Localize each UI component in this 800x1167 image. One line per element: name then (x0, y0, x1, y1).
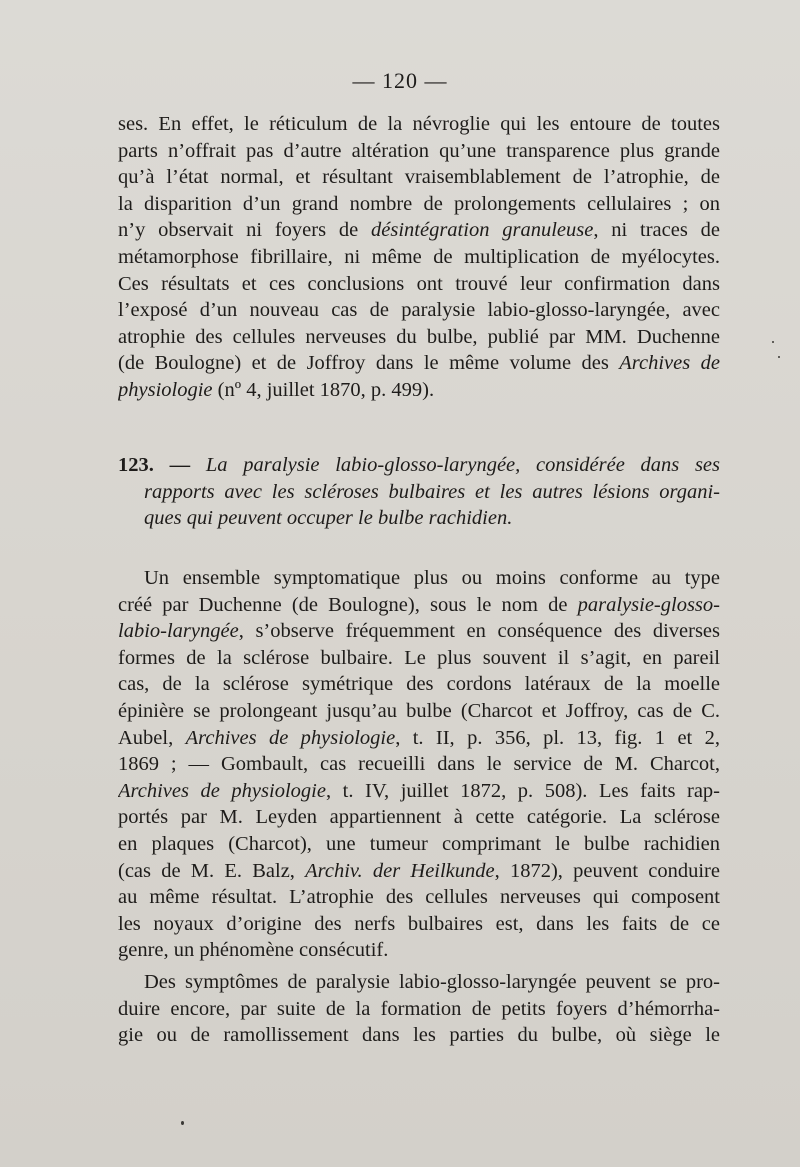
text-segment: , 1872), peuvent conduire (494, 859, 720, 882)
heading-line-1 (118, 452, 720, 479)
text-line: qu’à l’état normal, et résultant vraisemblablement de l’atrophie, de (118, 166, 720, 189)
text-line: Des symptômes de paralysie labio-glosso-laryngée peuvent se pro- (144, 971, 720, 993)
text-segment: , ni traces de (593, 219, 720, 242)
text-line: atrophie des cellules nerveuses du bulbe, publié par MM. Duchenne (118, 325, 720, 348)
page-number: — 120 — (352, 68, 448, 93)
text-line: Un ensemble symptomatique plus ou moins conforme au type (144, 567, 720, 589)
text-segment: créé par Duchenne (de Boulogne), sous le nom de (118, 593, 578, 616)
text-segment: Aubel, (118, 726, 186, 749)
italic-text: paralysie-glosso- (577, 593, 720, 616)
paper-speck (772, 341, 774, 343)
paragraph-3 (118, 969, 720, 1049)
text-line: métamorphose fibrillaire, ni même de multiplication de myélocytes. (118, 245, 720, 268)
paper-speck (778, 356, 780, 358)
text-line: épinière se prolongeant jusqu’au bulbe (Charcot et Joffroy, cas de C. (118, 699, 720, 722)
text-line: Ces résultats et ces conclusions ont trouvé leur confirmation dans (118, 272, 720, 295)
section-number: 123. — (118, 454, 191, 476)
italic-text: Archives de physiologie (118, 779, 326, 802)
text-line (118, 592, 720, 619)
text-line: au même résultat. L’atrophie des cellules nerveuses qui composent (118, 886, 720, 909)
section-heading (118, 452, 720, 532)
text-line: cas, de la sclérose symétrique des cordons latéraux de la moelle (118, 673, 720, 696)
heading-text-1: La paralysie labio-glosso-laryngée, considérée dans ses (205, 454, 720, 476)
italic-text: désintégration granuleuse (371, 219, 594, 242)
text-line (118, 217, 720, 244)
paragraph-2 (118, 565, 720, 964)
paragraph-1 (118, 111, 720, 404)
text-segment: (de Boulogne) et de Joffroy dans le même volume des (118, 352, 620, 375)
text-segment: , t. IV, juillet 1872, p. 508). Les faits rap- (325, 779, 720, 802)
text-line: 1869 ; — Gombault, cas recueilli dans le service de M. Charcot, (118, 753, 720, 776)
text-line: l’exposé d’un nouveau cas de paralysie labio-glosso-laryngée, avec (118, 299, 720, 322)
text-line (118, 377, 720, 404)
text-line: parts n’offrait pas d’autre altération qu’une transparence plus grande (118, 139, 720, 162)
text-line (118, 725, 720, 752)
text-line: portés par M. Leyden appartiennent à cette catégorie. La sclérose (118, 806, 720, 829)
text-line (118, 350, 720, 377)
italic-text: Archiv. der Heilkunde (305, 859, 495, 882)
text-segment: (cas de M. E. Balz, (118, 859, 306, 882)
text-segment: , t. II, p. 356, pl. 13, fig. 1 et 2, (395, 726, 720, 749)
text-line: duire encore, par suite de la formation de petits foyers d’hémorrha- (118, 997, 720, 1020)
text-line: en plaques (Charcot), une tumeur comprimant le bulbe rachidien (118, 832, 720, 855)
text-line: genre, un phénomène consécutif. (118, 939, 389, 962)
italic-text: Archives de (619, 352, 720, 375)
text-line: gie ou de ramollissement dans les parties du bulbe, où siège le (118, 1024, 720, 1047)
text-line: ses. En effet, le réticulum de la névroglie qui les entoure de toutes (118, 113, 720, 135)
italic-text: physiologie (118, 378, 213, 401)
text-line: les noyaux d’origine des nerfs bulbaires est, dans les faits de ce (118, 912, 720, 935)
text-line (118, 778, 720, 805)
text-line: formes de la sclérose bulbaire. Le plus souvent il s’agit, en pareil (118, 646, 720, 669)
paper-speck (181, 1121, 184, 1125)
heading-line-2: rapports avec les scléroses bulbaires et les autres lésions organi- (144, 480, 720, 503)
text-segment: , s’observe fréquemment en conséquence des diverses (238, 620, 720, 643)
italic-text: labio-laryngée (118, 620, 239, 643)
text-line: la disparition d’un grand nombre de prolongements cellulaires ; on (118, 192, 720, 215)
text-line (118, 858, 720, 885)
text-segment: n’y observait ni foyers de (118, 219, 372, 242)
text-segment: (nº 4, juillet 1870, p. 499). (212, 378, 435, 401)
italic-text: Archives de physiologie (185, 726, 396, 749)
heading-line-3: ques qui peuvent occuper le bulbe rachidien. (144, 507, 513, 530)
text-line (118, 618, 720, 645)
